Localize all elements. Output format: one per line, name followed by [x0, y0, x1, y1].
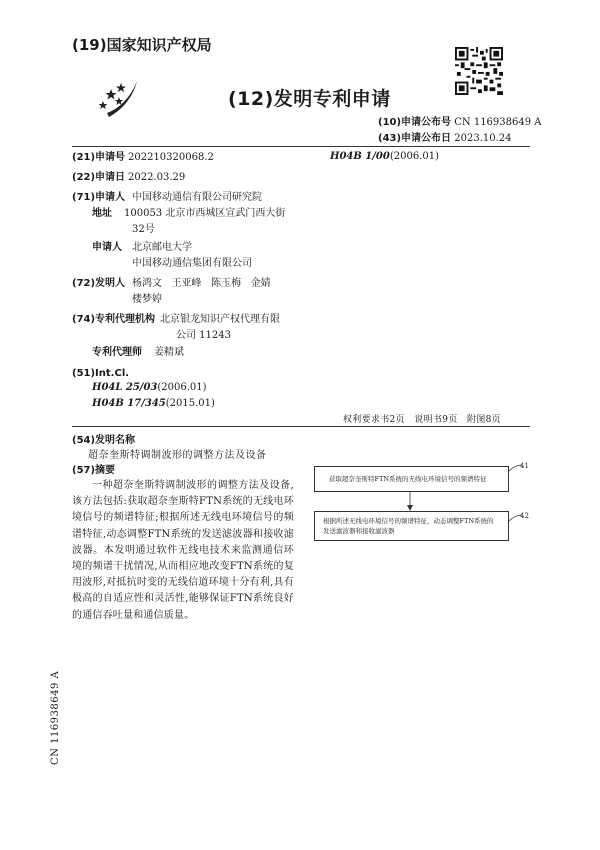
ipc-code: H04B 17/345	[92, 398, 166, 409]
application-date	[72, 170, 185, 185]
application-number-label: (21)申请号	[72, 152, 126, 163]
co-applicant-label: 申请人	[92, 242, 122, 253]
ipc-version: (2006.01)	[157, 382, 207, 393]
patent-agency-label: (74)专利代理机构	[72, 314, 156, 325]
address-label: 地址	[92, 208, 112, 219]
patent-agent	[72, 345, 184, 360]
application-number-value: 202210320068.2	[128, 152, 214, 163]
main-ipc	[330, 151, 439, 162]
flowchart-step-1	[314, 466, 509, 492]
patent-agency-line1: 北京银龙知识产权代理有限	[160, 314, 280, 325]
publication-date	[378, 129, 512, 144]
header-divider	[72, 146, 530, 147]
int-cl-label	[72, 366, 129, 381]
applicant	[72, 190, 262, 205]
publication-number-label: (10)申请公布号	[378, 117, 452, 128]
flowchart-arrow	[405, 492, 415, 512]
co-applicant-line1: 北京邮电大学	[132, 242, 192, 253]
main-ipc-code: H04B 1/00	[330, 151, 390, 162]
application-date-value: 2022.03.29	[128, 172, 186, 183]
page-counts: 权利要求书2页 说明书9页 附图8页	[343, 415, 501, 425]
applicant-label: (71)申请人	[72, 192, 126, 203]
flowchart-leader-2	[509, 514, 523, 522]
abstract-label: (57)摘要	[72, 465, 116, 476]
application-date-label: (22)申请日	[72, 172, 126, 183]
inventors-label: (72)发明人	[72, 278, 126, 289]
qr-code	[455, 47, 503, 95]
ipc-code: H04L 25/03	[92, 382, 158, 393]
ipc-version: (2015.01)	[165, 398, 215, 409]
patent-agency-line2: 公司 11243	[176, 330, 231, 341]
application-number	[72, 150, 214, 165]
publication-number-value: CN 116938649 A	[454, 117, 542, 128]
applicant-value: 中国移动通信有限公司研究院	[132, 192, 262, 203]
co-applicant-line2: 中国移动通信集团有限公司	[132, 258, 252, 269]
patent-agent-value: 姜精斌	[154, 347, 184, 358]
patent-agent-label: 专利代理师	[92, 347, 142, 358]
invention-title: 超奈奎斯特调制波形的调整方法及设备	[88, 450, 267, 461]
ipc-classification	[92, 382, 207, 393]
main-ipc-version: (2006.01)	[389, 151, 439, 162]
title-label: (54)发明名称	[72, 435, 136, 446]
abstract-text: 一种超奈奎斯特调制波形的调整方法及设备,该方法包括:获取超奈奎斯特FTN系统的无线电环境信号的频谱特征;根据所述无线电环境信号的频谱特征,动态调整FTN系统的发送滤波器和接收滤波器。本发明通过软件无线电技术来监测通信环境的频谱干扰情况,从而相应地改变FTN系统的复用波形,对抵抗时变的无线信道环境十分有利,具有极高的自适应性和灵活性,能够保证FTN系统良好的通信吞吐量和通信质量。	[72, 480, 294, 621]
office-name: (19)国家知识产权局	[72, 36, 212, 54]
document-type: (12)发明专利申请	[228, 88, 391, 110]
inventors	[72, 276, 271, 291]
ipc-classification	[92, 398, 215, 409]
inventors-line2: 楼梦婷	[132, 294, 162, 305]
flowchart-step-2-text: 根据所述无线电环境信号的频谱特征，动态调整FTN系统的发送滤波器和接收滤波器	[323, 517, 494, 535]
flowchart-step-1-text: 获取超奈奎斯特FTN系统的无线电环境信号的频谱特征	[329, 475, 487, 483]
cnipa-logo-icon	[97, 75, 145, 123]
biblio-divider	[72, 426, 530, 427]
address-line1: 100053 北京市西城区宣武门西大街	[124, 208, 286, 219]
publication-date-label: (43)申请公布日	[378, 133, 452, 144]
address	[72, 206, 285, 221]
publication-number	[378, 113, 542, 128]
int-cl-label-text: (51)Int.Cl.	[72, 368, 130, 379]
co-applicant	[72, 240, 192, 255]
flowchart-step-2-number: 42	[520, 512, 529, 520]
inventors-line1: 杨鸿文 王亚峰 陈玉梅 金婧	[132, 278, 271, 289]
address-line2: 32号	[132, 224, 155, 235]
patent-agency	[72, 312, 280, 327]
side-publication-number: CN 116938649 A	[50, 670, 61, 765]
publication-date-value: 2023.10.24	[454, 133, 512, 144]
flowchart-leader-1	[509, 464, 523, 472]
flowchart-step-1-number: 41	[520, 462, 529, 470]
flowchart-step-2	[314, 511, 509, 541]
